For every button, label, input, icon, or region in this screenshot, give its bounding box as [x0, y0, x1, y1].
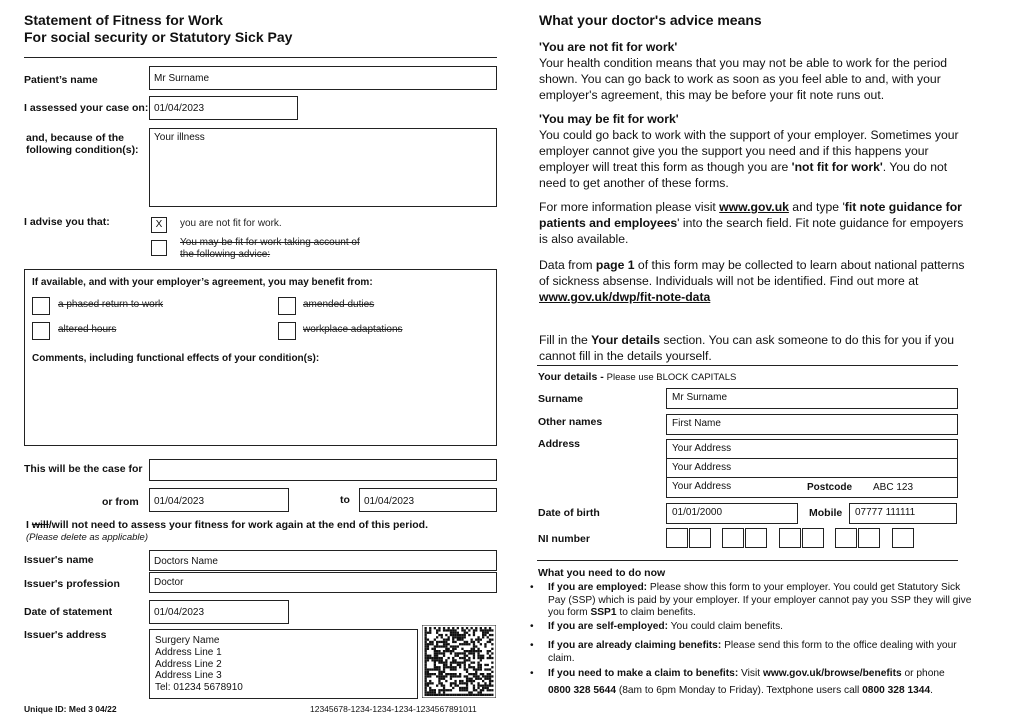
details-heading: Your details -	[538, 371, 607, 383]
postcode-label: Postcode	[807, 482, 853, 493]
claiming-bullet: • If you are already claiming benefits: Please send this form to the office dealing with your claim.	[530, 640, 957, 664]
ni-box-3[interactable]	[722, 528, 744, 548]
more-info-paragraph	[539, 199, 969, 247]
not-fit-body: Your health condition means that you may not be able to work for the period shown. You can go back to work as soon as you feel able to and, with your employer's agreement, this may be before your fit note runs out.	[539, 56, 948, 102]
phone-text: (8am to 6pm Monday to Friday). Textphone users call	[616, 685, 863, 696]
from-date-field[interactable]: 01/04/2023	[149, 488, 289, 512]
comments-label: Comments, including functional effects of your condition(s):	[32, 353, 320, 364]
may-be-fit-section	[539, 111, 969, 191]
or-from-label: or from	[102, 496, 139, 508]
phone-end: .	[930, 685, 933, 696]
claim-text-2: or phone	[901, 668, 945, 679]
condition-field[interactable]: Your illness	[149, 128, 497, 207]
ni-box-8[interactable]	[858, 528, 880, 548]
form-subtitle: For social security or Statutory Sick Pay	[24, 29, 293, 45]
reassess-statement	[26, 519, 428, 531]
phone-2: 0800 328 1344	[862, 685, 931, 696]
issuer-profession-label: Issuer's profession	[24, 578, 120, 590]
case-for-field[interactable]	[149, 459, 497, 481]
fill-paragraph	[539, 332, 969, 364]
ni-number-label: NI number	[538, 533, 590, 545]
form-title: Statement of Fitness for Work	[24, 12, 223, 28]
barcode-image	[422, 625, 496, 698]
reassess-will: will	[31, 519, 49, 531]
phone-1: 0800 328 5644	[548, 685, 616, 696]
employed-text-2: to claim benefits.	[616, 607, 696, 618]
dob-label: Date of birth	[538, 507, 600, 519]
issuer-profession-field[interactable]: Doctor	[149, 572, 497, 593]
title-divider	[24, 57, 497, 58]
assessed-date-field[interactable]: 01/04/2023	[149, 96, 298, 120]
advise-label: I advise you that:	[24, 216, 110, 228]
claiming-text: Please send this form to the office dealing with your claim.	[548, 640, 957, 664]
to-date-field[interactable]: 01/04/2023	[359, 488, 497, 512]
not-fit-section	[539, 39, 969, 103]
patient-name-field[interactable]: Mr Surname	[149, 66, 497, 90]
employed-text-1: Please show this form to your employer. You could get Statutory Sick Pay (SSP) which is paid by your employer. If your employer cannot pay you SSP they will give you form	[548, 582, 972, 618]
benefits-link[interactable]: www.gov.uk/browse/benefits	[762, 668, 902, 679]
employed-bullet: • If you are employed: Please show this form to your employer. You could get Statutory Sick Pay (SSP) which is paid by your employer. If your employer cannot pay you SSP they will give you form SSP1 to claim benefits.	[530, 582, 972, 618]
ni-box-4[interactable]	[745, 528, 767, 548]
altered-hours-text: altered hours	[58, 324, 117, 335]
ssp1-bold: SSP1	[590, 607, 617, 618]
phased-return-text: a phased return to work	[58, 299, 164, 310]
workplace-adaptations-checkbox[interactable]	[278, 322, 296, 340]
issuer-name-label: Issuer's name	[24, 554, 94, 566]
may-be-fit-text: You may be fit for work taking account of the following advice:	[180, 237, 360, 260]
not-fit-heading: 'You are not fit for work'	[539, 40, 678, 54]
next-divider	[537, 560, 958, 561]
next-heading: What you need to do now	[538, 567, 666, 579]
ni-box-5[interactable]	[779, 528, 801, 548]
data-paragraph	[539, 257, 969, 305]
details-heading-row	[538, 371, 736, 383]
ni-box-1[interactable]	[666, 528, 688, 548]
case-for-label: This will be the case for	[24, 463, 143, 475]
workplace-adaptations-text: workplace adaptations	[303, 324, 403, 335]
claim-text-1: Visit	[738, 668, 763, 679]
reassess-prefix: I	[26, 519, 32, 531]
may-be-fit-body-1: You could go back to work with the support of your employer. Sometimes your employer cannot give you the support you need and if this happens your employer will treat this form as though you are	[539, 128, 959, 174]
issuer-address-label: Issuer's address	[24, 629, 107, 641]
altered-hours-checkbox[interactable]	[32, 322, 50, 340]
info-text-2: and type '	[788, 200, 845, 214]
to-label: to	[340, 494, 350, 506]
claim-bullet: • If you need to make a claim to benefits: Visit www.gov.uk/browse/benefits or phone	[530, 668, 945, 679]
fill-text-2: section. You can ask someone to do this for you if you cannot fill in the details yourself.	[539, 333, 955, 363]
address-line-2-field[interactable]: Your Address	[666, 458, 958, 478]
phone-line	[539, 685, 978, 698]
benefit-heading: If available, and with your employer’s agreement, you may benefit from:	[32, 277, 373, 288]
not-fit-checkbox[interactable]: X	[151, 217, 167, 233]
may-be-fit-heading: 'You may be fit for work'	[539, 112, 679, 126]
self-employed-bullet: • If you are self-employed: You could claim benefits.	[530, 621, 783, 632]
info-bold: fit note guidance for patients and employees	[539, 200, 962, 230]
amended-duties-checkbox[interactable]	[278, 297, 296, 315]
details-divider	[537, 365, 958, 366]
fit-note-data-link[interactable]: www.gov.uk/dwp/fit-note-data	[539, 290, 711, 304]
assessed-label: I assessed your case on:	[24, 102, 149, 114]
fill-bold: Your details	[591, 333, 661, 347]
dob-field[interactable]: 01/01/2000	[666, 503, 798, 524]
reference-number: 12345678-1234-1234-1234-1234567891011	[310, 704, 477, 714]
unique-id: Unique ID: Med 3 04/22	[24, 704, 117, 714]
other-names-field[interactable]: First Name	[666, 414, 958, 435]
may-be-fit-checkbox[interactable]	[151, 240, 167, 256]
gov-uk-link[interactable]: www.gov.uk	[719, 200, 789, 214]
ni-box-7[interactable]	[835, 528, 857, 548]
advice-heading: What your doctor's advice means	[539, 12, 762, 28]
address-line-3-field[interactable]: Your Address	[666, 477, 958, 498]
self-bold: If you are self-employed:	[548, 621, 669, 632]
issuer-name-field[interactable]: Doctors Name	[149, 550, 497, 571]
mobile-label: Mobile	[809, 507, 843, 519]
ni-box-9[interactable]	[892, 528, 914, 548]
ni-box-6[interactable]	[802, 528, 824, 548]
info-text-1: For more information please visit	[539, 200, 720, 214]
not-fit-text: you are not fit for work.	[180, 218, 282, 229]
claiming-bold: If you are already claiming benefits:	[548, 640, 722, 651]
other-names-label: Other names	[538, 416, 603, 428]
phased-return-checkbox[interactable]	[32, 297, 50, 315]
fill-text-1: Fill in the	[539, 333, 592, 347]
delete-note: (Please delete as applicable)	[26, 532, 148, 543]
data-bold: page 1	[595, 258, 635, 272]
employed-bold: If you are employed:	[548, 582, 648, 593]
statement-date-field[interactable]: 01/04/2023	[149, 600, 289, 624]
claim-bold: If you need to make a claim to benefits:	[548, 668, 739, 679]
reassess-rest: /will not need to assess your fitness for work again at the end of this period.	[48, 519, 428, 531]
info-text-3: ' into the search field. Fit note guidance for empoyers is also available.	[539, 216, 964, 246]
details-note: Please use BLOCK CAPITALS	[606, 372, 737, 383]
postcode-value[interactable]: ABC 123	[873, 482, 914, 493]
issuer-address-field[interactable]: Surgery Name Address Line 1 Address Line 2 Address Line 3 Tel: 01234 5678910	[149, 629, 418, 699]
may-be-fit-body-2: . You do not need to get another of these forms.	[539, 160, 948, 190]
may-be-fit-bold: 'not fit for work'	[791, 160, 883, 174]
data-text-2: of this form may be collected to learn about national patterns of sickness absense. Individuals will not be identified. Find out more at	[539, 258, 965, 288]
patient-name-label: Patient’s name	[24, 74, 98, 86]
mobile-field[interactable]: 07777 111111	[849, 503, 957, 524]
address-line-1-field[interactable]: Your Address	[666, 439, 958, 459]
ni-box-2[interactable]	[689, 528, 711, 548]
self-text: You could claim benefits.	[668, 621, 783, 632]
statement-date-label: Date of statement	[24, 606, 113, 618]
condition-label: and, because of the following condition(s):	[26, 132, 139, 156]
address-label: Address	[538, 438, 581, 450]
data-text-1: Data from	[539, 258, 596, 272]
surname-label: Surname	[538, 393, 583, 405]
surname-field[interactable]: Mr Surname	[666, 388, 958, 409]
amended-duties-text: amended duties	[303, 299, 375, 310]
